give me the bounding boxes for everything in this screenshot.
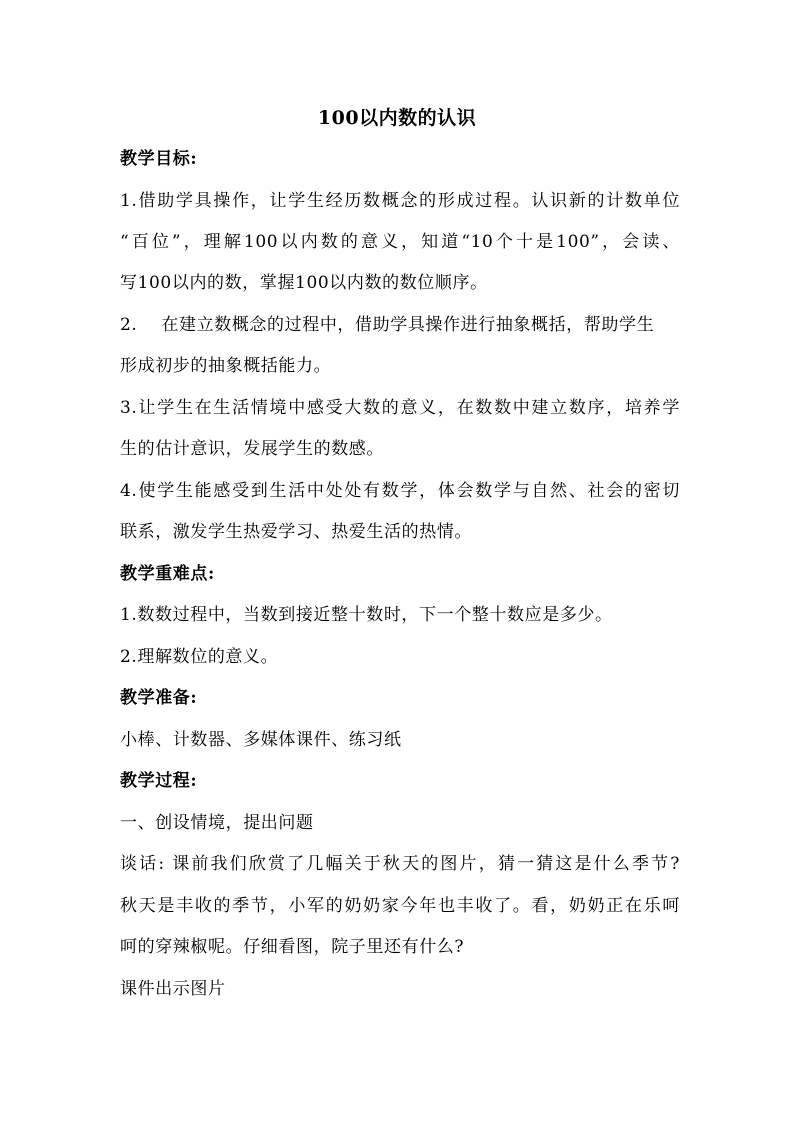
paragraph-line: 1.借助学具操作，让学生经历数概念的形成过程。认识新的计数单位	[120, 191, 680, 211]
paragraph-line: 1.数数过程中，当数到接近整十数时，下一个整十数应是多少。	[120, 605, 613, 625]
paragraph-line: 谈话: 课前我们欣赏了几幅关于秋天的图片，猜一猜这是什么季节?	[120, 854, 680, 874]
section-heading-process: 教学过程:	[120, 771, 198, 791]
paragraph-line: 3.让学生在生活情境中感受大数的意义，在数数中建立数序，培养学	[120, 398, 680, 418]
section-heading-preparation: 教学准备:	[120, 688, 198, 708]
paragraph-line: “百位”，理解100以内数的意义，知道“10个十是100”，会读、	[120, 232, 680, 252]
paragraph-line: 呵的穿辣椒呢。仔细看图，院子里还有什么?	[120, 937, 465, 957]
paragraph-line: 小棒、计数器、多媒体课件、练习纸	[120, 730, 402, 750]
paragraph-line: 形成初步的抽象概括能力。	[120, 356, 332, 376]
section-heading-key-points: 教学重难点:	[120, 564, 215, 584]
section-heading-objectives: 教学目标:	[120, 149, 198, 169]
paragraph-line: 生的估计意识，发展学生的数感。	[120, 439, 384, 459]
paragraph-line: 写100以内的数，掌握100以内数的数位顺序。	[120, 273, 488, 293]
paragraph-line: 一、创设情境，提出问题	[120, 813, 314, 833]
paragraph-line: 课件出示图片	[120, 979, 226, 999]
paragraph-line: 2.理解数位的意义。	[120, 647, 279, 667]
paragraph-line: 秋天是丰收的季节，小军的奶奶家今年也丰收了。看，奶奶正在乐呵	[120, 896, 680, 916]
page-title: 100以内数的认识	[317, 107, 477, 129]
paragraph-line: 4.使学生能感受到生活中处处有数学，体会数学与自然、社会的密切	[120, 481, 680, 501]
paragraph-line: 2. 在建立数概念的过程中，借助学具操作进行抽象概括，帮助学生	[120, 315, 655, 335]
paragraph-line: 联系，激发学生热爱学习、热爱生活的热情。	[120, 522, 472, 542]
